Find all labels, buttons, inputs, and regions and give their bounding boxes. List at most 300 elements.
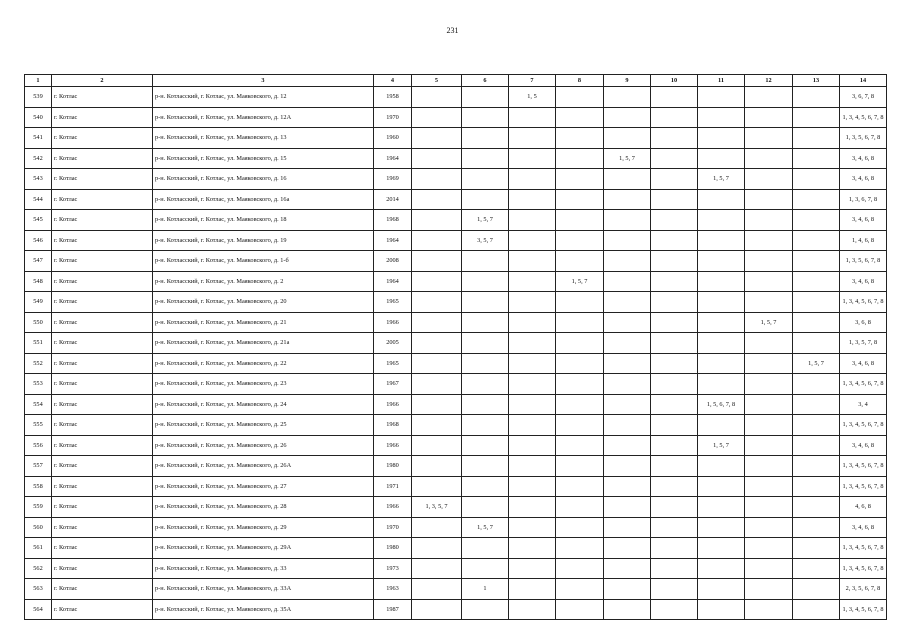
settlement-cell: г. Котлас [52,353,153,374]
table-row [25,292,887,313]
settlement-cell: г. Котлас [52,538,153,559]
mark-cell [509,230,556,251]
table-row [25,128,887,149]
row-number: 560 [25,517,52,538]
mark-cell [651,394,698,415]
mark-cell [651,456,698,477]
mark-cell: 1, 3, 5, 7 [412,497,462,518]
mark-cell [604,292,651,313]
year-cell: 1970 [374,107,412,128]
address-cell: р-н. Котласский, г. Котлас, ул. Маяковского, д. 26 [153,435,374,456]
table-row [25,230,887,251]
mark-cell [745,87,793,108]
mark-cell [745,230,793,251]
mark-cell [509,374,556,395]
mark-cell-last: 3, 4, 6, 8 [840,517,887,538]
row-number: 557 [25,456,52,477]
mark-cell [556,558,604,579]
mark-cell [698,189,745,210]
mark-cell [793,312,840,333]
settlement-cell: г. Котлас [52,210,153,231]
address-cell: р-н. Котласский, г. Котлас, ул. Маяковского, д. 26А [153,456,374,477]
mark-cell [412,456,462,477]
year-cell: 2008 [374,251,412,272]
mark-cell [793,415,840,436]
row-number: 551 [25,333,52,354]
mark-cell [604,394,651,415]
mark-cell [698,538,745,559]
settlement-cell: г. Котлас [52,456,153,477]
table-row [25,312,887,333]
settlement-cell: г. Котлас [52,394,153,415]
mark-cell-last: 1, 3, 4, 5, 6, 7, 8 [840,107,887,128]
column-header: 11 [698,75,745,87]
table-row [25,210,887,231]
mark-cell [509,517,556,538]
mark-cell [509,579,556,600]
row-number: 561 [25,538,52,559]
column-header: 3 [153,75,374,87]
year-cell: 1980 [374,456,412,477]
year-cell: 1958 [374,87,412,108]
mark-cell [604,251,651,272]
mark-cell-last: 1, 4, 6, 8 [840,230,887,251]
table-row [25,251,887,272]
mark-cell [462,128,509,149]
table-row [25,435,887,456]
mark-cell [509,148,556,169]
mark-cell: 1, 5, 7 [462,210,509,231]
address-cell: р-н. Котласский, г. Котлас, ул. Маяковского, д. 1-б [153,251,374,272]
mark-cell [556,394,604,415]
register-table [24,74,887,620]
mark-cell [556,579,604,600]
year-cell: 1970 [374,517,412,538]
row-number: 556 [25,435,52,456]
mark-cell [793,579,840,600]
year-cell: 1971 [374,476,412,497]
mark-cell [651,128,698,149]
mark-cell [412,599,462,620]
mark-cell [651,333,698,354]
table-row [25,456,887,477]
mark-cell [509,251,556,272]
mark-cell [745,271,793,292]
address-cell: р-н. Котласский, г. Котлас, ул. Маяковского, д. 25 [153,415,374,436]
mark-cell [651,210,698,231]
mark-cell [462,497,509,518]
table-row [25,169,887,190]
mark-cell [698,230,745,251]
mark-cell [509,558,556,579]
address-cell: р-н. Котласский, г. Котлас, ул. Маяковского, д. 12 [153,87,374,108]
row-number: 554 [25,394,52,415]
mark-cell [604,271,651,292]
row-number: 563 [25,579,52,600]
address-cell: р-н. Котласский, г. Котлас, ул. Маяковского, д. 19 [153,230,374,251]
row-number: 541 [25,128,52,149]
mark-cell [462,107,509,128]
mark-cell [509,394,556,415]
settlement-cell: г. Котлас [52,230,153,251]
mark-cell-last: 1, 3, 4, 5, 6, 7, 8 [840,476,887,497]
mark-cell [651,599,698,620]
mark-cell-last: 1, 3, 5, 6, 7, 8 [840,128,887,149]
mark-cell [698,456,745,477]
mark-cell [556,517,604,538]
mark-cell: 1, 5, 7 [556,271,604,292]
mark-cell [412,538,462,559]
mark-cell [509,435,556,456]
table-row [25,394,887,415]
table-row [25,353,887,374]
mark-cell [412,148,462,169]
mark-cell [556,189,604,210]
mark-cell [556,456,604,477]
mark-cell [462,271,509,292]
settlement-cell: г. Котлас [52,374,153,395]
mark-cell [556,599,604,620]
column-header: 7 [509,75,556,87]
mark-cell [698,415,745,436]
year-cell: 1966 [374,497,412,518]
mark-cell [604,128,651,149]
mark-cell [745,353,793,374]
table-row [25,517,887,538]
mark-cell [462,435,509,456]
mark-cell [651,517,698,538]
settlement-cell: г. Котлас [52,148,153,169]
mark-cell [556,128,604,149]
mark-cell [651,312,698,333]
mark-cell-last: 1, 3, 4, 5, 6, 7, 8 [840,374,887,395]
mark-cell: 1, 5, 7 [793,353,840,374]
settlement-cell: г. Котлас [52,128,153,149]
column-header: 13 [793,75,840,87]
settlement-cell: г. Котлас [52,517,153,538]
mark-cell-last: 1, 3, 4, 5, 6, 7, 8 [840,558,887,579]
mark-cell [745,497,793,518]
mark-cell [698,476,745,497]
year-cell: 2005 [374,333,412,354]
address-cell: р-н. Котласский, г. Котлас, ул. Маяковского, д. 28 [153,497,374,518]
mark-cell [698,107,745,128]
mark-cell [462,353,509,374]
mark-cell [509,210,556,231]
column-header: 1 [25,75,52,87]
mark-cell [745,538,793,559]
mark-cell [462,374,509,395]
year-cell: 1968 [374,415,412,436]
mark-cell-last: 3, 4, 6, 8 [840,169,887,190]
mark-cell [412,189,462,210]
row-number: 562 [25,558,52,579]
table-row [25,599,887,620]
mark-cell [412,415,462,436]
mark-cell [793,435,840,456]
year-cell: 1963 [374,579,412,600]
year-cell: 1965 [374,353,412,374]
mark-cell-last: 1, 3, 4, 5, 6, 7, 8 [840,599,887,620]
mark-cell-last: 1, 3, 6, 7, 8 [840,189,887,210]
address-cell: р-н. Котласский, г. Котлас, ул. Маяковского, д. 35А [153,599,374,620]
mark-cell [698,517,745,538]
mark-cell [556,476,604,497]
mark-cell-last: 1, 3, 4, 5, 6, 7, 8 [840,456,887,477]
settlement-cell: г. Котлас [52,189,153,210]
mark-cell [793,558,840,579]
mark-cell [745,517,793,538]
column-header: 8 [556,75,604,87]
mark-cell [556,374,604,395]
mark-cell [698,312,745,333]
mark-cell-last: 3, 4, 6, 8 [840,210,887,231]
mark-cell [745,169,793,190]
mark-cell [793,271,840,292]
mark-cell [745,476,793,497]
header-row [25,75,887,87]
mark-cell [651,579,698,600]
mark-cell [651,271,698,292]
mark-cell [698,497,745,518]
mark-cell [745,435,793,456]
mark-cell [698,292,745,313]
mark-cell [462,292,509,313]
mark-cell [745,394,793,415]
settlement-cell: г. Котлас [52,599,153,620]
mark-cell [604,579,651,600]
mark-cell-last: 3, 4, 6, 8 [840,435,887,456]
mark-cell [745,456,793,477]
mark-cell [745,599,793,620]
mark-cell [793,456,840,477]
mark-cell [604,497,651,518]
column-header: 12 [745,75,793,87]
mark-cell [793,599,840,620]
mark-cell [604,210,651,231]
column-header: 5 [412,75,462,87]
year-cell: 1973 [374,558,412,579]
year-cell: 1964 [374,230,412,251]
mark-cell [462,189,509,210]
mark-cell [745,189,793,210]
row-number: 564 [25,599,52,620]
mark-cell [462,415,509,436]
mark-cell [698,579,745,600]
mark-cell [793,538,840,559]
mark-cell [651,497,698,518]
mark-cell-last: 1, 3, 4, 5, 6, 7, 8 [840,292,887,313]
year-cell: 1967 [374,374,412,395]
year-cell: 1969 [374,169,412,190]
mark-cell [745,579,793,600]
mark-cell [651,415,698,436]
mark-cell: 1, 5 [509,87,556,108]
mark-cell: 1, 5, 7 [698,435,745,456]
table-row [25,558,887,579]
mark-cell [604,87,651,108]
mark-cell-last: 3, 6, 8 [840,312,887,333]
mark-cell [462,558,509,579]
mark-cell [745,374,793,395]
mark-cell [604,517,651,538]
year-cell: 1965 [374,292,412,313]
row-number: 542 [25,148,52,169]
settlement-cell: г. Котлас [52,271,153,292]
year-cell: 1980 [374,538,412,559]
mark-cell [412,435,462,456]
settlement-cell: г. Котлас [52,292,153,313]
mark-cell [604,599,651,620]
mark-cell [651,374,698,395]
mark-cell [604,169,651,190]
table-row [25,579,887,600]
mark-cell [793,292,840,313]
address-cell: р-н. Котласский, г. Котлас, ул. Маяковского, д. 18 [153,210,374,231]
mark-cell [698,599,745,620]
mark-cell [412,210,462,231]
mark-cell [651,169,698,190]
row-number: 548 [25,271,52,292]
table-row [25,148,887,169]
row-number: 549 [25,292,52,313]
mark-cell [509,353,556,374]
mark-cell [651,558,698,579]
mark-cell [604,435,651,456]
mark-cell [604,558,651,579]
mark-cell [412,517,462,538]
mark-cell [556,333,604,354]
mark-cell [793,374,840,395]
table-body [25,87,887,620]
mark-cell [604,333,651,354]
mark-cell [698,374,745,395]
row-number: 558 [25,476,52,497]
mark-cell [698,128,745,149]
column-header: 4 [374,75,412,87]
mark-cell [556,148,604,169]
mark-cell [651,230,698,251]
mark-cell-last: 3, 4, 6, 8 [840,353,887,374]
table-row [25,415,887,436]
mark-cell-last: 3, 6, 7, 8 [840,87,887,108]
mark-cell-last: 3, 4 [840,394,887,415]
mark-cell [745,210,793,231]
row-number: 555 [25,415,52,436]
mark-cell [604,107,651,128]
address-cell: р-н. Котласский, г. Котлас, ул. Маяковского, д. 22 [153,353,374,374]
table-row [25,271,887,292]
mark-cell [556,538,604,559]
address-cell: р-н. Котласский, г. Котлас, ул. Маяковского, д. 24 [153,394,374,415]
year-cell: 1987 [374,599,412,620]
mark-cell [412,558,462,579]
mark-cell [793,87,840,108]
mark-cell [556,251,604,272]
mark-cell: 1 [462,579,509,600]
mark-cell [412,353,462,374]
mark-cell [793,189,840,210]
mark-cell [509,271,556,292]
row-number: 546 [25,230,52,251]
mark-cell [651,148,698,169]
mark-cell [604,374,651,395]
mark-cell [651,251,698,272]
settlement-cell: г. Котлас [52,169,153,190]
mark-cell [793,107,840,128]
mark-cell [509,476,556,497]
mark-cell [698,353,745,374]
mark-cell [604,456,651,477]
mark-cell [793,476,840,497]
table-row [25,497,887,518]
mark-cell [651,435,698,456]
column-header: 2 [52,75,153,87]
mark-cell [509,497,556,518]
mark-cell [412,128,462,149]
mark-cell [556,87,604,108]
mark-cell [462,251,509,272]
address-cell: р-н. Котласский, г. Котлас, ул. Маяковского, д. 33 [153,558,374,579]
table-row [25,189,887,210]
mark-cell [509,599,556,620]
mark-cell [556,435,604,456]
mark-cell [745,558,793,579]
mark-cell [793,251,840,272]
mark-cell [698,148,745,169]
mark-cell [604,312,651,333]
address-cell: р-н. Котласский, г. Котлас, ул. Маяковского, д. 33А [153,579,374,600]
address-cell: р-н. Котласский, г. Котлас, ул. Маяковского, д. 29 [153,517,374,538]
mark-cell [651,292,698,313]
mark-cell [745,292,793,313]
page-number: 231 [446,26,459,35]
mark-cell [604,476,651,497]
settlement-cell: г. Котлас [52,87,153,108]
row-number: 545 [25,210,52,231]
year-cell: 1960 [374,128,412,149]
settlement-cell: г. Котлас [52,333,153,354]
mark-cell [793,497,840,518]
mark-cell [556,107,604,128]
mark-cell [509,312,556,333]
mark-cell [793,148,840,169]
mark-cell [509,538,556,559]
year-cell: 2014 [374,189,412,210]
mark-cell [412,169,462,190]
mark-cell [604,538,651,559]
mark-cell [604,415,651,436]
mark-cell [556,415,604,436]
mark-cell: 1, 5, 7 [745,312,793,333]
mark-cell [509,415,556,436]
row-number: 539 [25,87,52,108]
mark-cell [556,210,604,231]
mark-cell: 1, 5, 7 [462,517,509,538]
mark-cell [651,353,698,374]
year-cell: 1966 [374,394,412,415]
mark-cell [651,538,698,559]
settlement-cell: г. Котлас [52,251,153,272]
mark-cell [462,169,509,190]
mark-cell [412,271,462,292]
mark-cell [412,251,462,272]
row-number: 543 [25,169,52,190]
column-header: 9 [604,75,651,87]
mark-cell [793,169,840,190]
row-number: 559 [25,497,52,518]
mark-cell [604,189,651,210]
